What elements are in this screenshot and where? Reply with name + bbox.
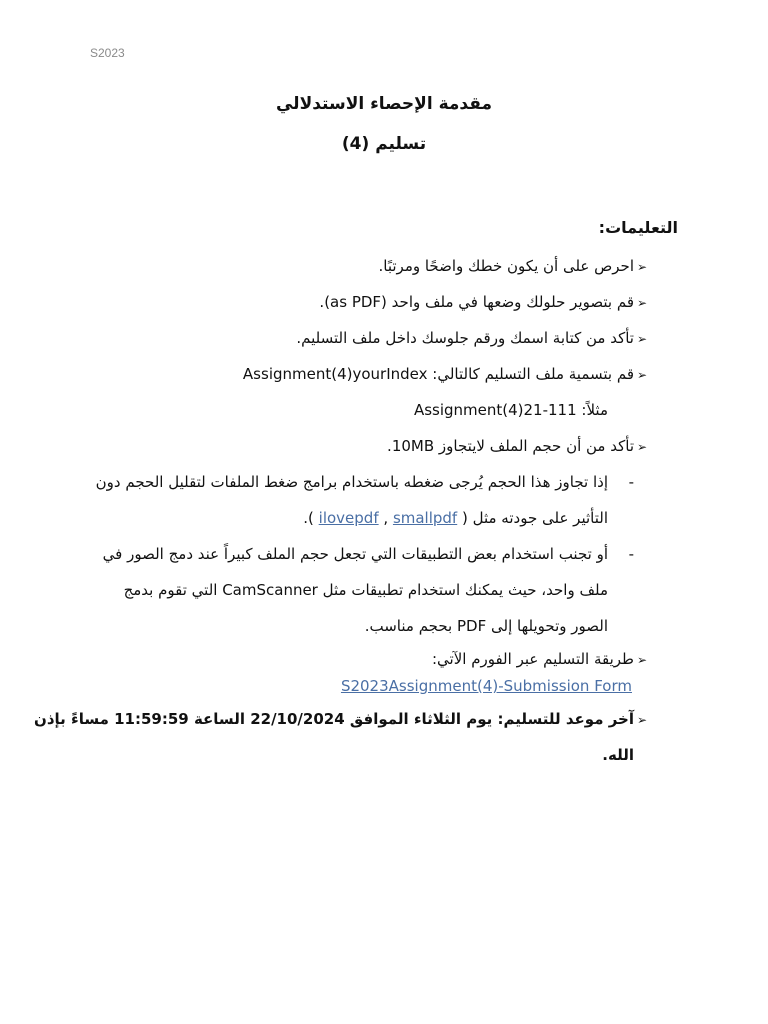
document-subtitle: تسليم (4) (341, 134, 427, 154)
sub-instruction-line: إذا تجاوز هذا الحجم يُرجى ضغطه باستخدام برامج ضغط الملفات لتقليل الحجم دون (95, 473, 608, 491)
arrow-bullet-icon: ➢ (636, 368, 648, 382)
instruction-item: تأكد من أن حجم الملف لايتجاوز 10MB. (387, 437, 634, 455)
instruction-item: احرص على أن يكون خطك واضحًا ومرتبًا. (378, 257, 634, 275)
dash-bullet: - (628, 545, 634, 563)
sub-instruction-text: ). (303, 509, 319, 527)
arrow-bullet-icon: ➢ (636, 332, 648, 346)
document-code: S2023 (90, 46, 125, 60)
instruction-item (243, 365, 634, 383)
ilovepdf-link[interactable]: ilovepdf (318, 509, 379, 527)
example-value: Assignment(4)21-111 (413, 401, 577, 419)
arrow-bullet-icon: ➢ (636, 653, 648, 667)
submission-form-link[interactable]: S2023Assignment(4)-Submission Form (340, 677, 632, 695)
naming-example (414, 401, 608, 419)
naming-pattern: Assignment(4)yourIndex (242, 365, 428, 383)
instruction-item: طريقة التسليم عبر الفورم الآتي: (431, 650, 634, 668)
sub-instruction-line: الصور وتحويلها إلى PDF بحجم مناسب. (364, 617, 608, 635)
example-label: مثلاً: (581, 401, 608, 419)
smallpdf-link[interactable]: smallpdf (392, 509, 458, 527)
arrow-bullet-icon: ➢ (636, 296, 648, 310)
deadline-text: آخر موعد للتسليم: يوم الثلاثاء الموافق 22/10/2024 الساعة 11:59:59 مساءً بإذن (34, 710, 634, 728)
dash-bullet: - (628, 473, 634, 491)
instruction-item: تأكد من كتابة اسمك ورقم جلوسك داخل ملف التسليم. (296, 329, 634, 347)
instructions-heading: التعليمات: (598, 218, 678, 237)
sub-instruction-line: ملف واحد، حيث يمكنك استخدام تطبيقات مثل CamScanner التي تقوم بدمج (123, 581, 608, 599)
sub-instruction-line (303, 509, 608, 527)
sub-instruction-line: أو تجنب استخدام بعض التطبيقات التي تجعل حجم الملف كبيراً عند دمج الصور في (102, 545, 608, 563)
link-separator: , (378, 509, 393, 527)
deadline-text-continued: الله. (602, 746, 634, 764)
arrow-bullet-icon: ➢ (636, 440, 648, 454)
arrow-bullet-icon: ➢ (636, 260, 648, 274)
naming-instruction-text: قم بتسمية ملف التسليم كالتالي: (432, 365, 634, 383)
document-title: مقدمة الإحصاء الاستدلالي (275, 94, 493, 114)
arrow-bullet-icon: ➢ (636, 713, 648, 727)
instruction-item: قم بتصوير حلولك وضعها في ملف واحد (as PDF). (319, 293, 634, 311)
sub-instruction-text: التأثير على جودته مثل ( (462, 509, 608, 527)
